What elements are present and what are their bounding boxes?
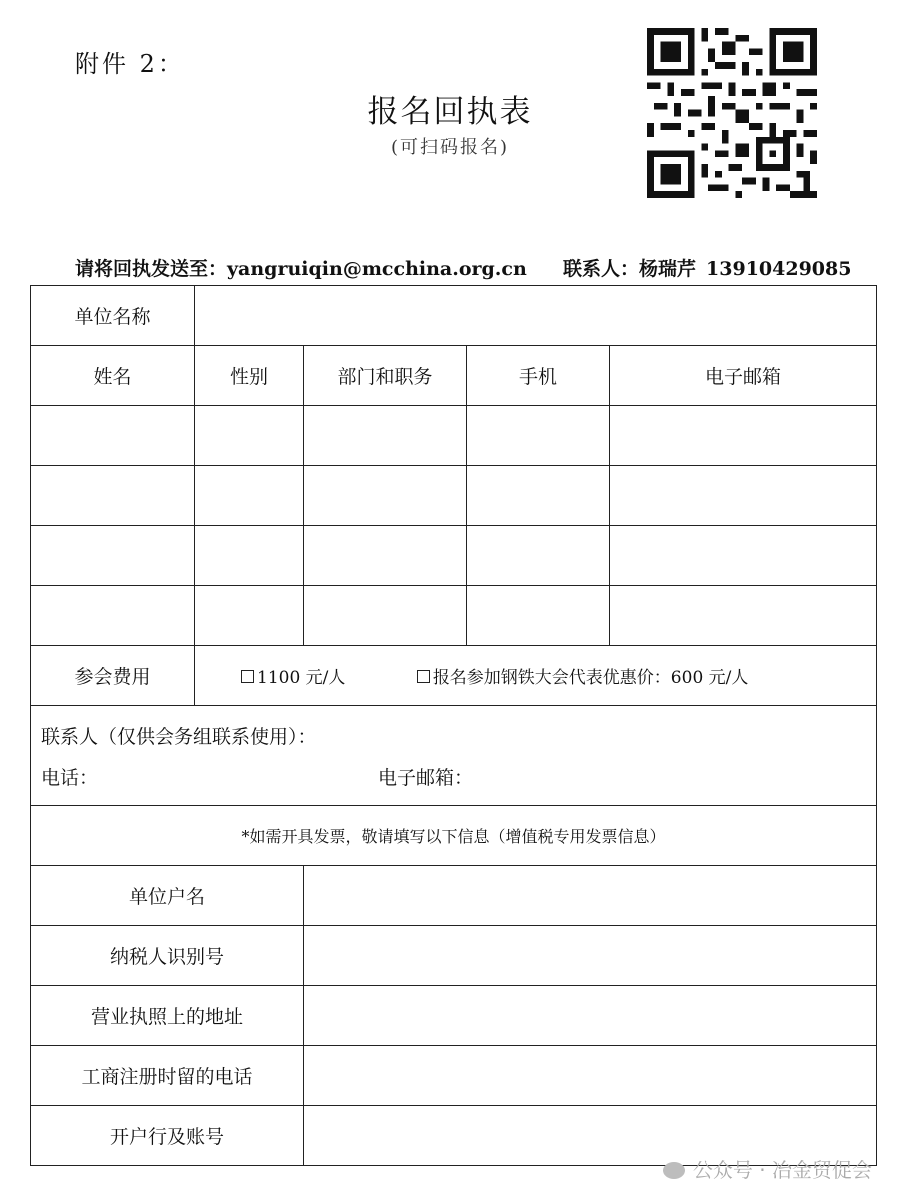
phone-label: 电话：: [41, 767, 99, 789]
attendee-name-input[interactable]: [31, 586, 195, 646]
attendee-department-input[interactable]: [304, 466, 467, 526]
form-subtitle: (可扫码报名): [390, 137, 510, 158]
column-header-mobile: 手机: [467, 346, 610, 406]
wechat-icon: [663, 1162, 685, 1179]
invoice-row: [31, 1046, 877, 1106]
column-header-department: 部门和职务: [304, 346, 467, 406]
watermark-text: 公众号 · 冶金贸促会: [692, 1158, 872, 1182]
org-name-label: 单位名称: [31, 286, 195, 346]
checkbox-icon[interactable]: [241, 670, 254, 683]
column-header-gender: 性别: [195, 346, 304, 406]
contact-phone: 13910429085: [706, 258, 852, 280]
contact-section: [31, 706, 877, 806]
org-name-row: [31, 286, 877, 346]
contact-label: 联系人：: [563, 258, 640, 280]
invoice-input-account-name[interactable]: [304, 866, 877, 926]
contact-section-label: 联系人（仅供会务组联系使用）：: [41, 726, 317, 748]
attendee-email-input[interactable]: [610, 466, 877, 526]
invoice-note-row: [31, 806, 877, 866]
send-to-line: [75, 254, 527, 281]
fee-option-standard[interactable]: [241, 663, 345, 688]
email-label: 电子邮箱：: [378, 767, 474, 789]
attendee-department-input[interactable]: [304, 406, 467, 466]
contact-section-row: [31, 706, 877, 806]
invoice-field-account-name: 单位户名: [31, 866, 304, 926]
fee-option-standard-label: 1100 元/人: [257, 668, 346, 688]
invoice-field-bank-account: 开户行及账号: [31, 1106, 304, 1166]
send-to-email[interactable]: yangruiqin@mcchina.org.cn: [227, 258, 527, 280]
attendee-gender-input[interactable]: [195, 526, 304, 586]
attendee-name-input[interactable]: [31, 526, 195, 586]
attendee-mobile-input[interactable]: [467, 406, 610, 466]
contact-name: 杨瑞芹: [639, 258, 697, 280]
column-header-email: 电子邮箱: [610, 346, 877, 406]
attendee-row: [31, 406, 877, 466]
checkbox-icon[interactable]: [417, 670, 430, 683]
watermark: [663, 1154, 872, 1183]
attendee-email-input[interactable]: [610, 406, 877, 466]
contact-person-line: [563, 254, 851, 281]
attendee-gender-input[interactable]: [195, 406, 304, 466]
attendee-department-input[interactable]: [304, 526, 467, 586]
invoice-row: [31, 926, 877, 986]
attendee-email-input[interactable]: [610, 586, 877, 646]
attendee-mobile-input[interactable]: [467, 526, 610, 586]
fee-option-discount-label: 报名参加钢铁大会代表优惠价：600 元/人: [432, 668, 749, 688]
attachment-label: 附件 2：: [75, 50, 185, 78]
invoice-field-tax-id: 纳税人识别号: [31, 926, 304, 986]
invoice-note: *如需开具发票，敬请填写以下信息（增值税专用发票信息）: [31, 806, 877, 866]
fee-label: 参会费用: [31, 646, 195, 706]
attendee-email-input[interactable]: [610, 526, 877, 586]
invoice-field-address: 营业执照上的地址: [31, 986, 304, 1046]
attendee-row: [31, 526, 877, 586]
attendee-header-row: [31, 346, 877, 406]
attendee-mobile-input[interactable]: [467, 466, 610, 526]
form-title: 报名回执表: [367, 94, 533, 130]
invoice-field-phone: 工商注册时留的电话: [31, 1046, 304, 1106]
attendee-row: [31, 586, 877, 646]
attendee-gender-input[interactable]: [195, 586, 304, 646]
fee-row: [31, 646, 877, 706]
fee-option-discount[interactable]: [417, 663, 749, 688]
attendee-department-input[interactable]: [304, 586, 467, 646]
org-name-input[interactable]: [195, 286, 877, 346]
attendee-gender-input[interactable]: [195, 466, 304, 526]
invoice-input-phone[interactable]: [304, 1046, 877, 1106]
invoice-input-tax-id[interactable]: [304, 926, 877, 986]
invoice-row: [31, 866, 877, 926]
invoice-input-address[interactable]: [304, 986, 877, 1046]
registration-form-table: [30, 285, 877, 1166]
qr-code-icon[interactable]: [647, 28, 817, 198]
attendee-mobile-input[interactable]: [467, 586, 610, 646]
send-to-label: 请将回执发送至：: [75, 258, 228, 280]
column-header-name: 姓名: [31, 346, 195, 406]
attendee-name-input[interactable]: [31, 466, 195, 526]
attendee-name-input[interactable]: [31, 406, 195, 466]
attendee-row: [31, 466, 877, 526]
fee-options: [195, 646, 877, 706]
invoice-row: [31, 986, 877, 1046]
